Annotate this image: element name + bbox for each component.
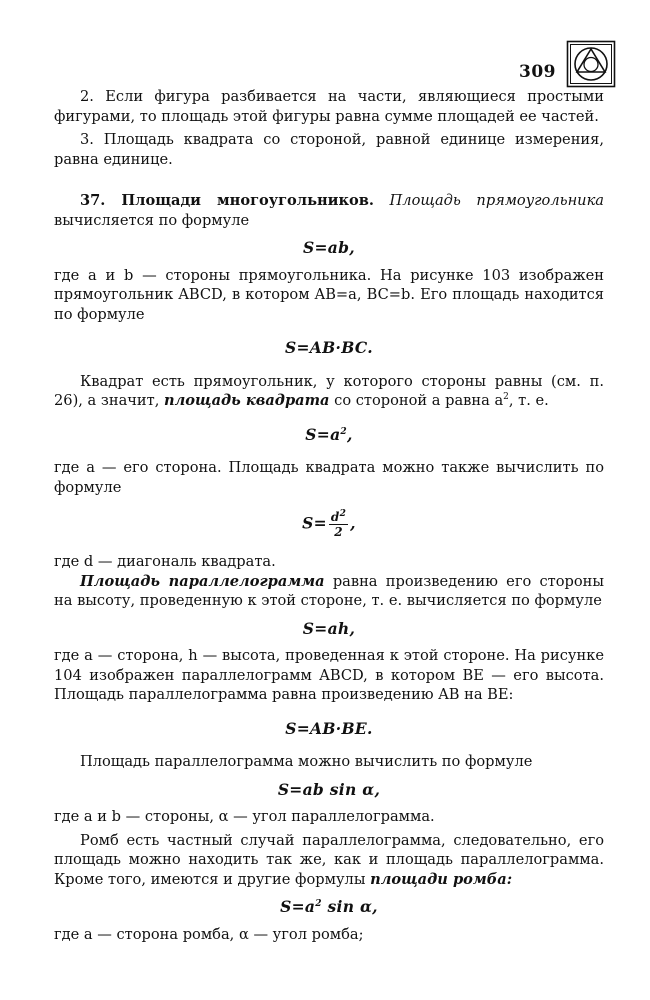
item-2: 2. Если фигура разбивается на части, являющиеся простыми фигурами, то площадь этой фигуры равна сумме площадей ее частей. [54,88,604,125]
formula-abcd-area: S=AB·BC. [285,338,373,357]
item-3: 3. Площадь квадрата со стороной, равной единице измерения, равна единице. [54,131,604,168]
formula-rhombus-exponent: 2 [315,898,322,909]
formula-rhombus-area [54,897,604,917]
page-body [54,87,604,944]
fraction [329,511,348,538]
paragraph-square [54,372,604,411]
fraction-numerator-base: d [330,510,340,524]
paragraph-rhombus-text: Ромб есть частный случай параллелограмма, следовательно, его площадь можно находить так же, как и площадь параллелограмма. Кроме того, имеются и другие формулы [54,831,604,888]
formula-square-tail: , [346,424,353,444]
paragraph-rhombus [54,831,604,890]
paragraph-rhombus-def: где a — сторона ромба, α — угол ромба; [54,925,364,943]
paragraph-parallelogram-height: где a — сторона, h — высота, проведенная к этой стороне. На рисунке 104 изображен параллелограмм ABCD, в котором BE — его высота. Площадь параллелограмма равна произведению AB на BE: [54,647,604,703]
formula-rhombus-tail: sin α, [321,897,378,916]
formula-parallelogram-abbe: S=AB·BE. [285,718,373,738]
section-37-intro [54,191,604,230]
paragraph-rhombus-italic: площади ромба: [370,870,513,888]
fraction-numerator-exponent: 2 [339,509,347,519]
section-intro-rest: вычисляется по формуле [54,211,250,229]
formula-rhombus-base: S=a [280,897,316,916]
formula-square-diagonal [54,511,604,538]
paragraph-square-exponent: 2 [503,392,509,403]
formula-square-area [54,425,604,445]
paragraph-parallelogram [54,572,604,611]
paragraph-rectangle: где a и b — стороны прямоугольника. На рисунке 103 изображен прямоугольник ABCD, в котором AB=a, BC=b. Его площадь находится по формуле [54,266,604,323]
formula-square-exponent: 2 [340,426,347,437]
paragraph-square-diagonal: где a — его сторона. Площадь квадрата можно также вычислить по формуле [54,459,604,496]
paragraph-diagonal-def: где d — диагональ квадрата. [54,553,276,570]
paragraph-parallelogram-italic: Площадь параллелограмма [80,572,325,590]
paragraph-sides-angle: где a и b — стороны, α — угол параллелограмма. [54,808,435,825]
paragraph-square-part-c: , т. е. [508,392,549,409]
formula-parallelogram-sin: S=ab sin α, [277,779,381,799]
page-number: 309 [519,62,556,82]
fraction-denominator: 2 [334,525,343,539]
paragraph-parallelogram-sin: Площадь параллелограмма можно вычислить по формуле [80,753,533,770]
paragraph-square-part-b: со стороной a равна a [334,392,504,409]
paragraph-square-part-a: Квадрат есть прямоугольник, у которого стороны равны (см. п. 26), а значит, [54,372,604,409]
fraction-numerator [329,511,348,525]
formula-diagonal-left: S= [302,513,327,533]
section-title: 37. Площади многоугольников. [80,192,374,209]
formula-rectangle-area: S=ab, [303,238,355,257]
formula-diagonal-tail: , [350,513,356,533]
section-intro-italic: Площадь прямоугольника [389,192,604,209]
page-header [416,40,616,90]
paragraph-parallelogram-rest: равна произведению его стороны на высоту, проведенную к этой стороне, т. е. вычисляется по формуле [54,572,605,609]
formula-parallelogram-ah: S=ah, [302,618,356,638]
paragraph-square-italic: площадь квадрата [164,392,330,409]
triangle-circle-emblem-icon [566,40,616,88]
formula-square-base: S=a [305,424,341,444]
